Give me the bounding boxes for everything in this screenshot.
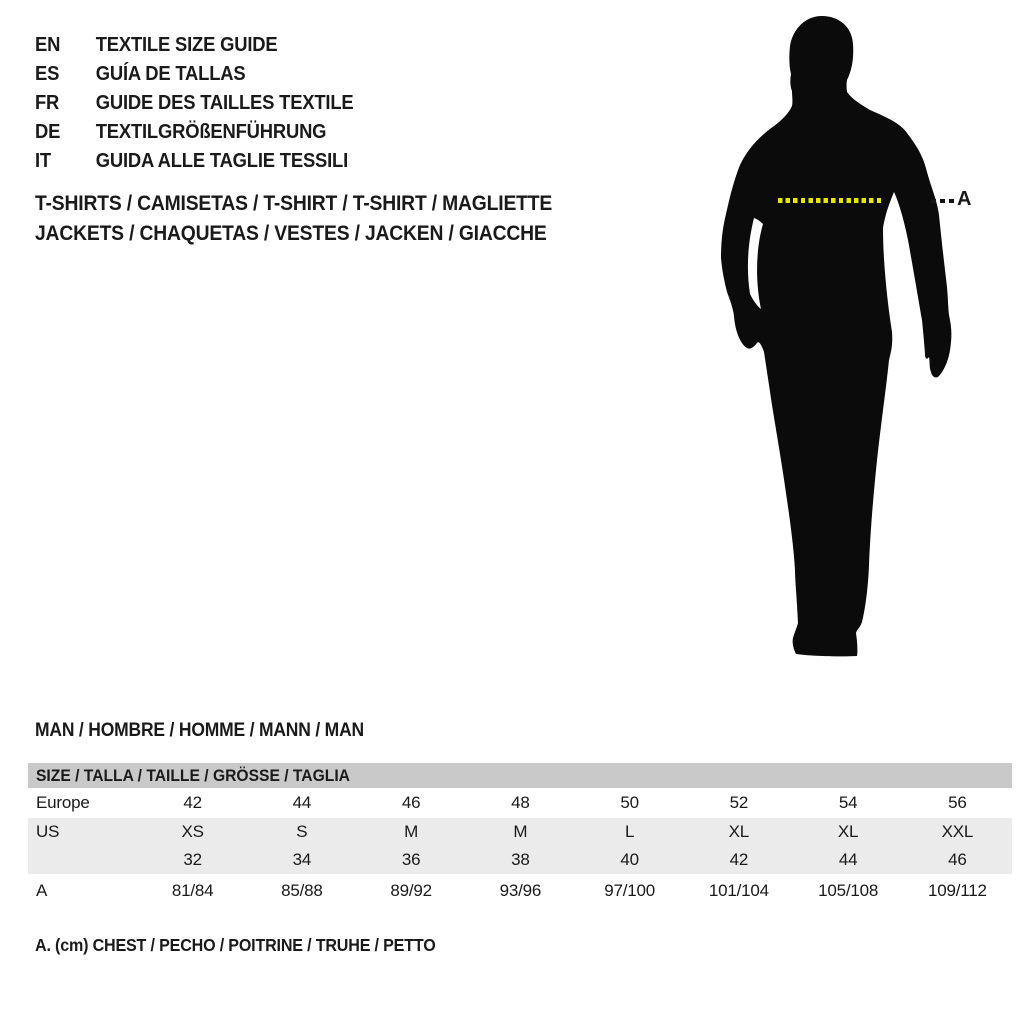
size-cell: 40 bbox=[620, 850, 639, 869]
size-cell: 42 bbox=[183, 793, 202, 812]
product-line-jackets: JACKETS / CHAQUETAS / VESTES / JACKEN / GIACCHE bbox=[35, 222, 547, 245]
language-row bbox=[35, 31, 354, 60]
section-title-man: MAN / HOMBRE / HOMME / MANN / MAN bbox=[35, 720, 364, 741]
size-cell: 54 bbox=[838, 793, 858, 812]
size-cell: 34 bbox=[292, 850, 312, 869]
chest-measure-dotted-line bbox=[778, 198, 881, 203]
size-cell: XS bbox=[181, 822, 204, 841]
language-row bbox=[35, 147, 354, 176]
language-code: DE bbox=[35, 121, 61, 143]
language-label: GUIDA ALLE TAGLIE TESSILI bbox=[95, 150, 349, 172]
size-table-header bbox=[28, 763, 1012, 788]
size-cell: XL bbox=[837, 822, 859, 841]
size-cell: 32 bbox=[183, 850, 202, 869]
language-row bbox=[35, 118, 354, 147]
size-cell: 109/112 bbox=[927, 880, 987, 900]
size-cell: M bbox=[404, 822, 419, 841]
language-code: EN bbox=[35, 34, 61, 56]
man-silhouette-icon bbox=[690, 0, 960, 670]
size-cell: 50 bbox=[620, 793, 639, 812]
size-cell: 44 bbox=[838, 850, 858, 869]
table-row-us bbox=[28, 818, 1012, 846]
size-cell: L bbox=[624, 822, 635, 841]
size-table-header-label: SIZE / TALLA / TAILLE / GRÖSSE / TAGLIA bbox=[36, 766, 350, 785]
size-cell: 44 bbox=[292, 793, 312, 812]
size-cell: 46 bbox=[948, 850, 967, 869]
size-cell: 105/108 bbox=[818, 880, 879, 900]
product-category-block bbox=[35, 189, 552, 249]
size-cell: 101/104 bbox=[708, 880, 769, 900]
language-row bbox=[35, 89, 354, 118]
size-cell: M bbox=[513, 822, 528, 841]
language-label: TEXTILGRÖßENFÜHRUNG bbox=[95, 121, 327, 143]
language-label: TEXTILE SIZE GUIDE bbox=[95, 34, 278, 56]
row-label: US bbox=[36, 822, 60, 841]
row-label: A bbox=[36, 880, 48, 900]
table-row-europe bbox=[28, 788, 1012, 818]
size-cell: 46 bbox=[401, 793, 421, 812]
size-cell: S bbox=[296, 822, 308, 841]
size-cell: 56 bbox=[948, 793, 967, 812]
measure-label-a: A bbox=[957, 188, 972, 210]
size-cell: 48 bbox=[511, 793, 530, 812]
language-code: FR bbox=[35, 92, 60, 114]
size-cell: XXL bbox=[941, 822, 974, 841]
size-cell: 38 bbox=[511, 850, 530, 869]
size-cell: 42 bbox=[729, 850, 749, 869]
measure-leader-dashes bbox=[931, 199, 954, 203]
language-row bbox=[35, 60, 354, 89]
size-cell: 85/88 bbox=[281, 880, 323, 900]
man-silhouette-figure bbox=[690, 0, 960, 670]
footnote-chest-legend: A. (cm) CHEST / PECHO / POITRINE / TRUHE / PETTO bbox=[35, 935, 436, 955]
table-row-numeric bbox=[28, 846, 1012, 874]
language-code: IT bbox=[35, 150, 51, 172]
table-row-chest-a bbox=[28, 874, 1012, 907]
size-cell: 52 bbox=[729, 793, 749, 812]
language-title-block bbox=[35, 31, 354, 176]
product-line-tshirts: T-SHIRTS / CAMISETAS / T-SHIRT / T-SHIRT / MAGLIETTE bbox=[35, 192, 553, 215]
language-code: ES bbox=[35, 63, 60, 85]
size-cell: 89/92 bbox=[390, 880, 432, 900]
size-table bbox=[28, 763, 1012, 907]
size-cell: XL bbox=[728, 822, 750, 841]
row-label: Europe bbox=[36, 793, 90, 812]
size-cell: 36 bbox=[401, 850, 421, 869]
size-cell: 81/84 bbox=[171, 880, 214, 900]
size-cell: 93/96 bbox=[499, 880, 542, 900]
language-label: GUIDE DES TAILLES TEXTILE bbox=[95, 92, 354, 114]
size-cell: 97/100 bbox=[604, 880, 656, 900]
language-label: GUÍA DE TALLAS bbox=[95, 63, 246, 85]
